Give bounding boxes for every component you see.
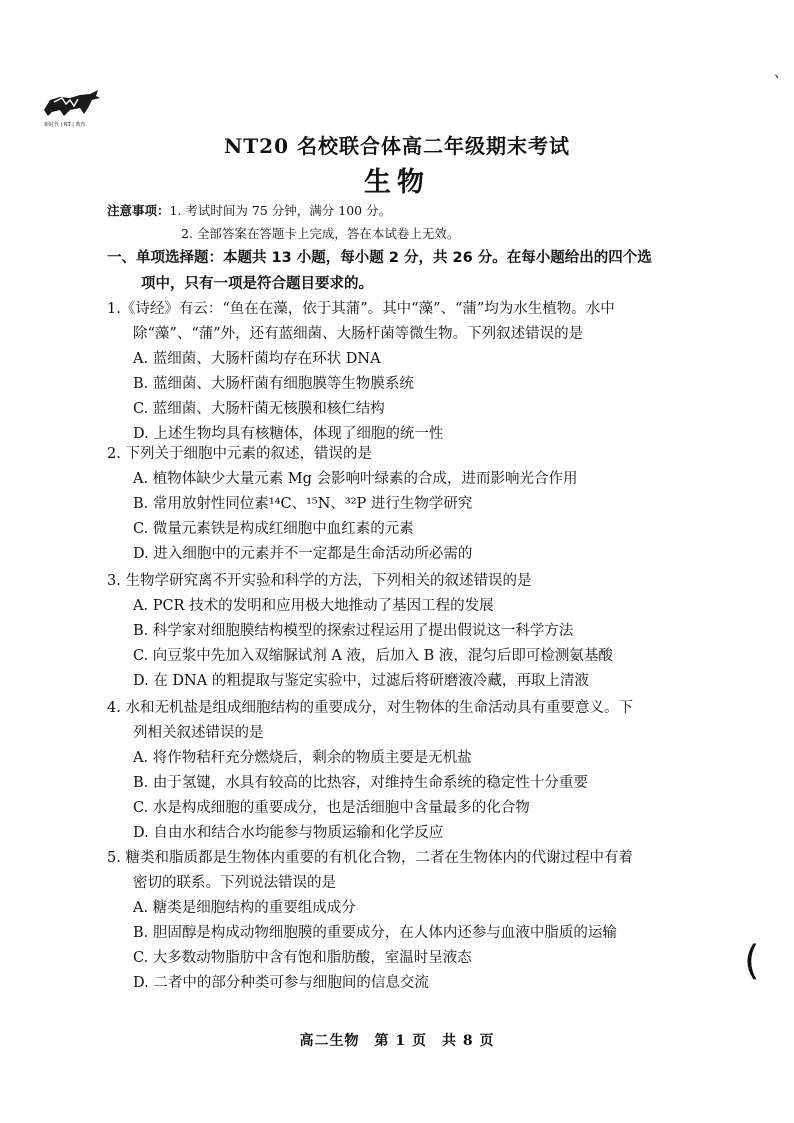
option: B. 蓝细菌、大肠杆菌有细胞膜等生物膜系统 [133, 376, 414, 392]
option: B. 由于氢键，水具有较高的比热容，对维持生命系统的稳定性十分重要 [133, 775, 588, 791]
corner-mark: 、 [774, 65, 788, 81]
option: C. 蓝细菌、大肠杆菌无核膜和核仁结构 [133, 401, 385, 417]
question-stem: 除“藻”、“蒲”外，还有蓝细菌、大肠杆菌等微生物。下列叙述错误的是 [133, 326, 584, 342]
section-heading [107, 245, 747, 297]
question-stem: 2. 下列关于细胞中元素的叙述，错误的是 [107, 446, 372, 462]
section-line: 项中，只有一项是符合题目要求的。 [141, 276, 373, 292]
question-1 [107, 297, 747, 447]
question-5 [107, 846, 747, 996]
notice-item: 1. 考试时间为 75 分钟，满分 100 分。 [169, 203, 392, 218]
question-stem: 4. 水和无机盐是组成细胞结构的重要成分，对生物体的生命活动具有重要意义。下 [107, 700, 633, 716]
option: B. 胆固醇是构成动物细胞膜的重要成分，在人体内还参与血液中脂质的运输 [133, 925, 617, 941]
exam-title: NT20 名校联合体高二年级期末考试 [224, 134, 570, 158]
logo-caption: 新时代 | NT | 教育 [44, 122, 86, 128]
option: C. 向豆浆中先加入双缩脲试剂 A 液，后加入 B 液，混匀后即可检测氨基酸 [133, 648, 613, 664]
option: A. 将作物秸秆充分燃烧后，剩余的物质主要是无机盐 [133, 750, 472, 766]
publisher-logo [40, 88, 110, 128]
question-stem: 1.《诗经》有云：“鱼在在藻，依于其蒲”。其中“藻”、“蒲”均为水生植物。水中 [107, 301, 615, 317]
option: D. 上述生物均具有核糖体，体现了细胞的统一性 [133, 426, 444, 442]
margin-bracket: ( [744, 938, 760, 984]
option: A. PCR 技术的发明和应用极大地推动了基因工程的发展 [133, 598, 494, 614]
option: A. 植物体缺少大量元素 Mg 会影响叶绿素的合成，进而影响光合作用 [133, 471, 578, 487]
option: D. 自由水和结合水均能参与物质运输和化学反应 [133, 825, 444, 841]
notice-block [107, 199, 459, 245]
notice-row-1 [107, 199, 459, 222]
question-4 [107, 696, 747, 846]
option: A. 糖类是细胞结构的重要组成成分 [133, 900, 356, 916]
subject-title: 生物 [364, 167, 430, 198]
bull-logo-icon [40, 88, 104, 118]
question-stem: 3. 生物学研究离不开实验和科学的方法，下列相关的叙述错误的是 [107, 573, 532, 589]
option: C. 微量元素铁是构成红细胞中血红素的元素 [133, 521, 414, 537]
option: D. 在 DNA 的粗提取与鉴定实验中，过滤后将研磨液冷藏，再取上清液 [133, 673, 589, 689]
question-stem: 密切的联系。下列说法错误的是 [133, 875, 336, 891]
notice-item: 2. 全部答案在答题卡上完成，答在本试卷上无效。 [181, 226, 460, 241]
question-stem: 列相关叙述错误的是 [133, 725, 264, 741]
notice-label: 注意事项： [107, 203, 170, 218]
option: B. 科学家对细胞膜结构模型的探索过程运用了提出假说这一科学方法 [133, 623, 574, 639]
question-3 [107, 569, 747, 694]
page-footer: 高二生物 第 1 页 共 8 页 [299, 1033, 495, 1049]
section-line: 一、单项选择题：本题共 13 小题，每小题 2 分，共 26 分。在每小题给出的四个选 [107, 250, 652, 266]
option: C. 水是构成细胞的重要成分，也是活细胞中含量最多的化合物 [133, 800, 530, 816]
option: C. 大多数动物脂肪中含有饱和脂肪酸，室温时呈液态 [133, 950, 472, 966]
question-stem: 5. 糖类和脂质都是生物体内重要的有机化合物，二者在生物体内的代谢过程中有着 [107, 850, 633, 866]
option: D. 二者中的部分种类可参与细胞间的信息交流 [133, 975, 429, 991]
option: D. 进入细胞中的元素并不一定都是生命活动所必需的 [133, 546, 473, 562]
option: B. 常用放射性同位素¹⁴C、¹⁵N、³²P 进行生物学研究 [133, 496, 473, 512]
question-2 [107, 442, 747, 567]
option: A. 蓝细菌、大肠杆菌均存在环状 DNA [133, 351, 381, 367]
